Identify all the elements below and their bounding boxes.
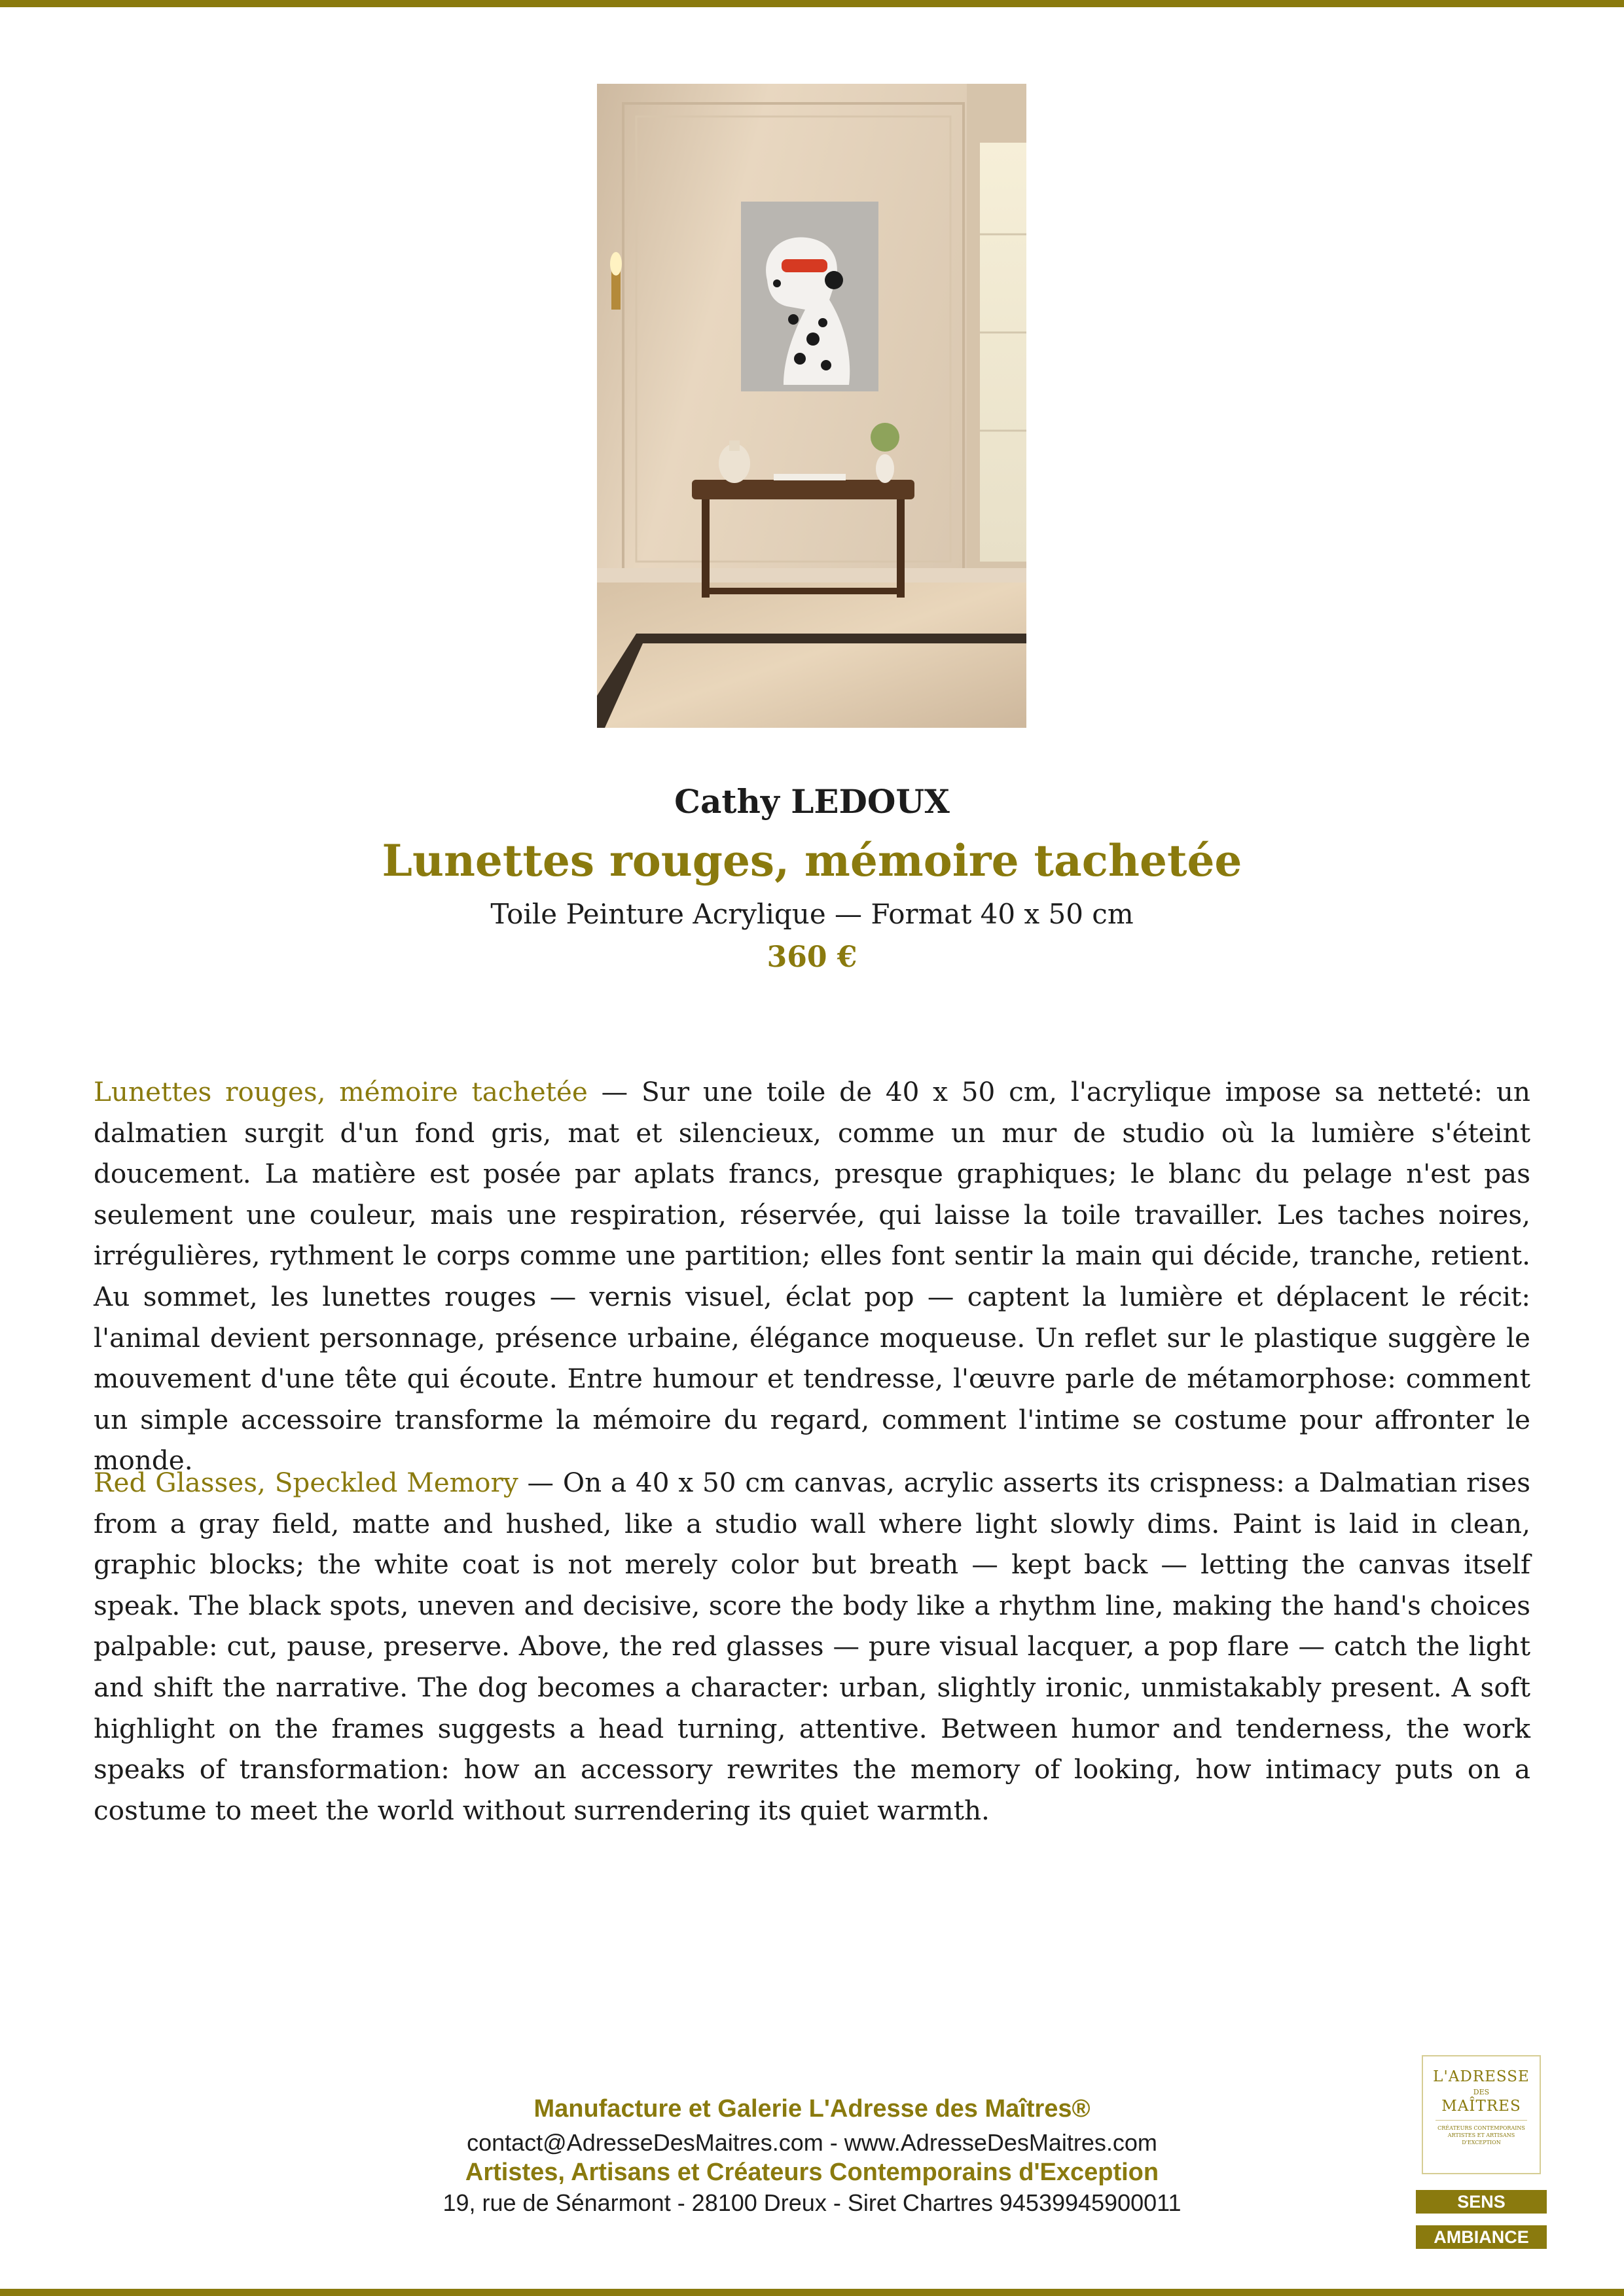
artwork-price: 360 €: [767, 941, 857, 974]
description-fr-body: — Sur une toile de 40 x 50 cm, l'acrylique impose sa netteté: un dalmatien surgit d'un fond gris, mat et silencieux, comme un mur de studio où la lumière s'éteint doucement. La matière est posée par aplats francs, presque graphiques; le blanc du pelage n'est pas seulement une couleur, mais une respiration, réservée, qui laisse la toile travailler. Les taches noires, irrégulières, rythment le corps comme une partition; elles font sentir la main qui décide, tranche, retient. Au sommet, les lunettes rouges — vernis visuel, éclat pop — captent la lumière et déplacent le récit: l'animal devient personnage, présence urbaine, élégance moqueuse. Un reflet sur le plastique suggère le mouvement d'une tête qui écoute. Entre humour et tendresse, l'œuvre parle de métamorphose: comment un simple accessoire transforme la mémoire du regard, comment l'intime se costume pour affronter le monde.: [94, 1076, 1530, 1477]
footer-address: 19, rue de Sénarmont - 28100 Dreux - Siret Chartres 94539945900011: [442, 2189, 1182, 2216]
footer-company: Manufacture et Galerie L'Adresse des Maîtres®: [533, 2095, 1091, 2123]
description-en-body: — On a 40 x 50 cm canvas, acrylic asserts its crispness: a Dalmatian rises from a gray field, matte and hushed, like a studio wall where light slowly dims. Paint is laid in clean, graphic blocks; the white coat is not merely color but breath — kept back — letting the canvas itself speak. The black spots, uneven and decisive, score the body like a rhythm line, making the hand's choices palpable: cut, pause, preserve. Above, the red glasses — pure visual lacquer, a pop flare — catch the light and shift the narrative. The dog becomes a character: urban, slightly ironic, unmistakably present. A soft highlight on the frames suggests a head turning, attentive. Between humor and tenderness, the work speaks of transformation: how an accessory rewrites the memory of looking, how intimacy puts on a costume to meet the world without surrendering its quiet warmth.: [94, 1467, 1530, 1826]
footer-contact: contact@AdresseDesMaitres.com - www.AdresseDesMaitres.com: [467, 2129, 1157, 2156]
artwork-title: Lunettes rouges, mémoire tachetée: [382, 835, 1242, 886]
artwork-photo: [597, 84, 1026, 728]
footer-tagline: Artistes, Artisans et Créateurs Contemporains d'Exception: [465, 2159, 1159, 2186]
gallery-logo: [1422, 2055, 1541, 2174]
artist-name: Cathy LEDOUX: [674, 782, 950, 821]
description-en: [94, 1462, 1530, 1831]
top-border: [0, 0, 1624, 7]
logo-line-3: MAÎTRES: [1441, 2098, 1521, 2115]
logo-divider: [1435, 2120, 1527, 2121]
description-fr-lead: Lunettes rouges, mémoire tachetée: [94, 1076, 588, 1107]
sens-badge: SENS: [1416, 2190, 1547, 2214]
bottom-border: [0, 2289, 1624, 2296]
logo-line-1: L'ADRESSE: [1433, 2068, 1530, 2085]
logo-line-2: DES: [1473, 2088, 1490, 2096]
artwork-details: Toile Peinture Acrylique — Format 40 x 50 cm: [490, 898, 1134, 930]
description-fr: [94, 1071, 1530, 1481]
logo-line-4: CRÉATEURS CONTEMPORAINS ARTISTES ET ARTISANS D'EXCEPTION: [1437, 2125, 1525, 2145]
description-en-lead: Red Glasses, Speckled Memory: [94, 1467, 518, 1498]
ambiance-badge: AMBIANCE: [1416, 2225, 1547, 2249]
